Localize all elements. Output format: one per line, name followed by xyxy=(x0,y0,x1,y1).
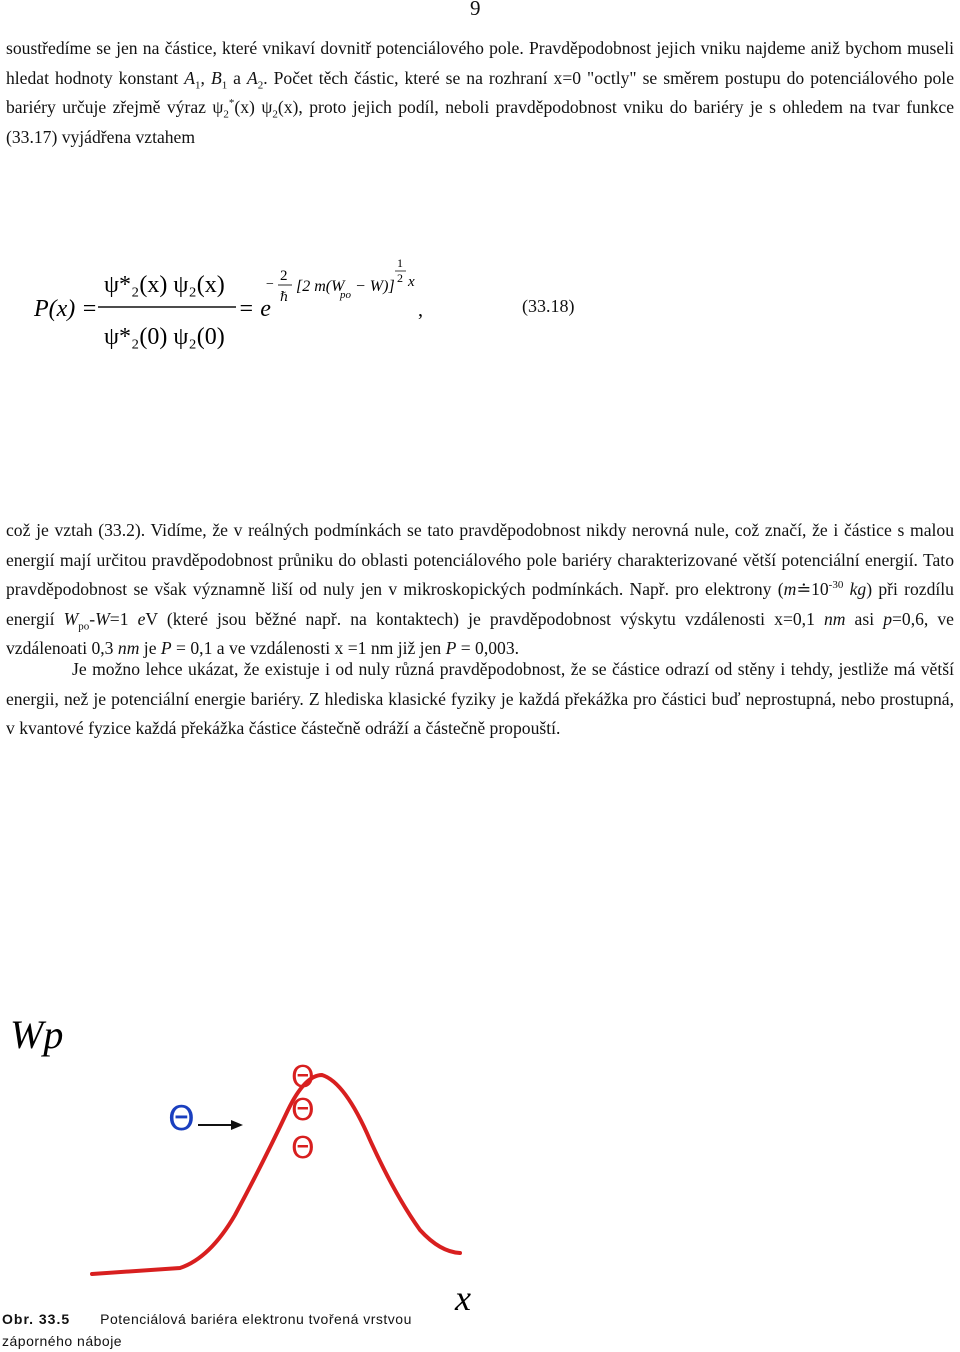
paragraph-2: což je vztah (33.2). Vidíme, že v reálných podmínkách se tato pravděpodobnost nikdy nerovná nule, což značí, že i částice s malou energií mají určitou pravděpodobnost průniku do oblasti potenciálového pole bariéry charakterizované větší potenciální energií. Tato pravděpodobnost se však významně liší od nuly jen v mikroskopických podmínkách. Např. pro elektrony ($m≐10^{-30}$ kg) při rozdílu energií $W_{po}-W=1$ eV (které jsou běžné např. na kontaktech) je pravděpodobnost výskytu vzdálenosti x=0,1 nm asi p=0,6, ve vzdálenoati 0,3 nm je P = 0,1 a ve vzdálenosti x =1 nm již jen P = 0,003. xyxy=(6,520,954,658)
incoming-electron-icon: Θ xyxy=(168,1099,195,1139)
equation-label: (33.18) xyxy=(522,296,575,316)
formula-denominator: ψ*₂(0) ψ₂(0) xyxy=(104,324,225,350)
formula-numerator: ψ*₂(x) ψ₂(x) xyxy=(104,272,225,298)
caption-number: Obr. 33.5 xyxy=(2,1311,71,1327)
exponent-po: po xyxy=(340,289,351,301)
x-axis-label: x xyxy=(455,1278,471,1318)
paragraph-1: soustředíme se jen na částice, které vnikaví dovnitř potenciálového pole. Pravděpodobnost jejich vniku najdeme aniž bychom museli hledat hodnoty konstant $A_1$, $B_1$ a $A_2$. Počet těch částic, které se na rozhraní x=0 "octly" se směrem postupu do potenciálového pole bariéry určuje zřejmě výraz $\psi_2^*(x)$ $\psi_2(x)$, proto jejich podíl, neboli pravděpodobnost vniku do bariéry je s ohledem na tvar funkce (33.17) vyjádřena vztahem xyxy=(6,38,955,147)
figure-caption xyxy=(2,1308,432,1352)
charge-electron-icon-2: Θ xyxy=(291,1093,315,1128)
formula-comma: , xyxy=(418,299,423,321)
exponent-x: x xyxy=(408,274,415,290)
exponent-frac-num: 2 xyxy=(280,268,288,284)
exponent-power-den: 2 xyxy=(397,271,403,285)
y-axis-label: Wp xyxy=(10,1012,64,1057)
page-number: 9 xyxy=(470,0,481,20)
arrow-head-icon xyxy=(231,1120,243,1130)
charge-electron-icon-3: Θ xyxy=(291,1131,315,1166)
exponent-power-num: 1 xyxy=(397,256,403,270)
exponent-body: [2 m(W xyxy=(296,278,345,295)
potential-barrier-curve xyxy=(92,1075,460,1274)
exponent-frac-den: ℏ xyxy=(280,289,289,304)
caption-text: Potenciálová bariéra elektronu tvořená vrstvou záporného náboje xyxy=(2,1311,412,1349)
formula-lhs: P(x) = xyxy=(34,296,98,322)
exponent-minus: − xyxy=(266,277,274,292)
formula-33-18 xyxy=(0,240,960,380)
figure-potential-barrier xyxy=(0,990,960,1351)
formula-equals-e: = e xyxy=(238,296,271,322)
charge-electron-icon-1: Θ xyxy=(291,1060,315,1095)
exponent-body-2: − W)] xyxy=(355,278,395,295)
paragraph-3: Je možno lehce ukázat, že existuje i od nuly různá pravděpodobnost, že se částice odrazí od stěny i tehdy, jestliže má větší energii, než je potenciální energie bariéry. Z hlediska klasické fyziky je každá překážka pro částici buď neprostupná, nebo prostupná, v kvantové fyzice každá překážka částice částečně odráží a částečně propouští. xyxy=(6,659,954,738)
